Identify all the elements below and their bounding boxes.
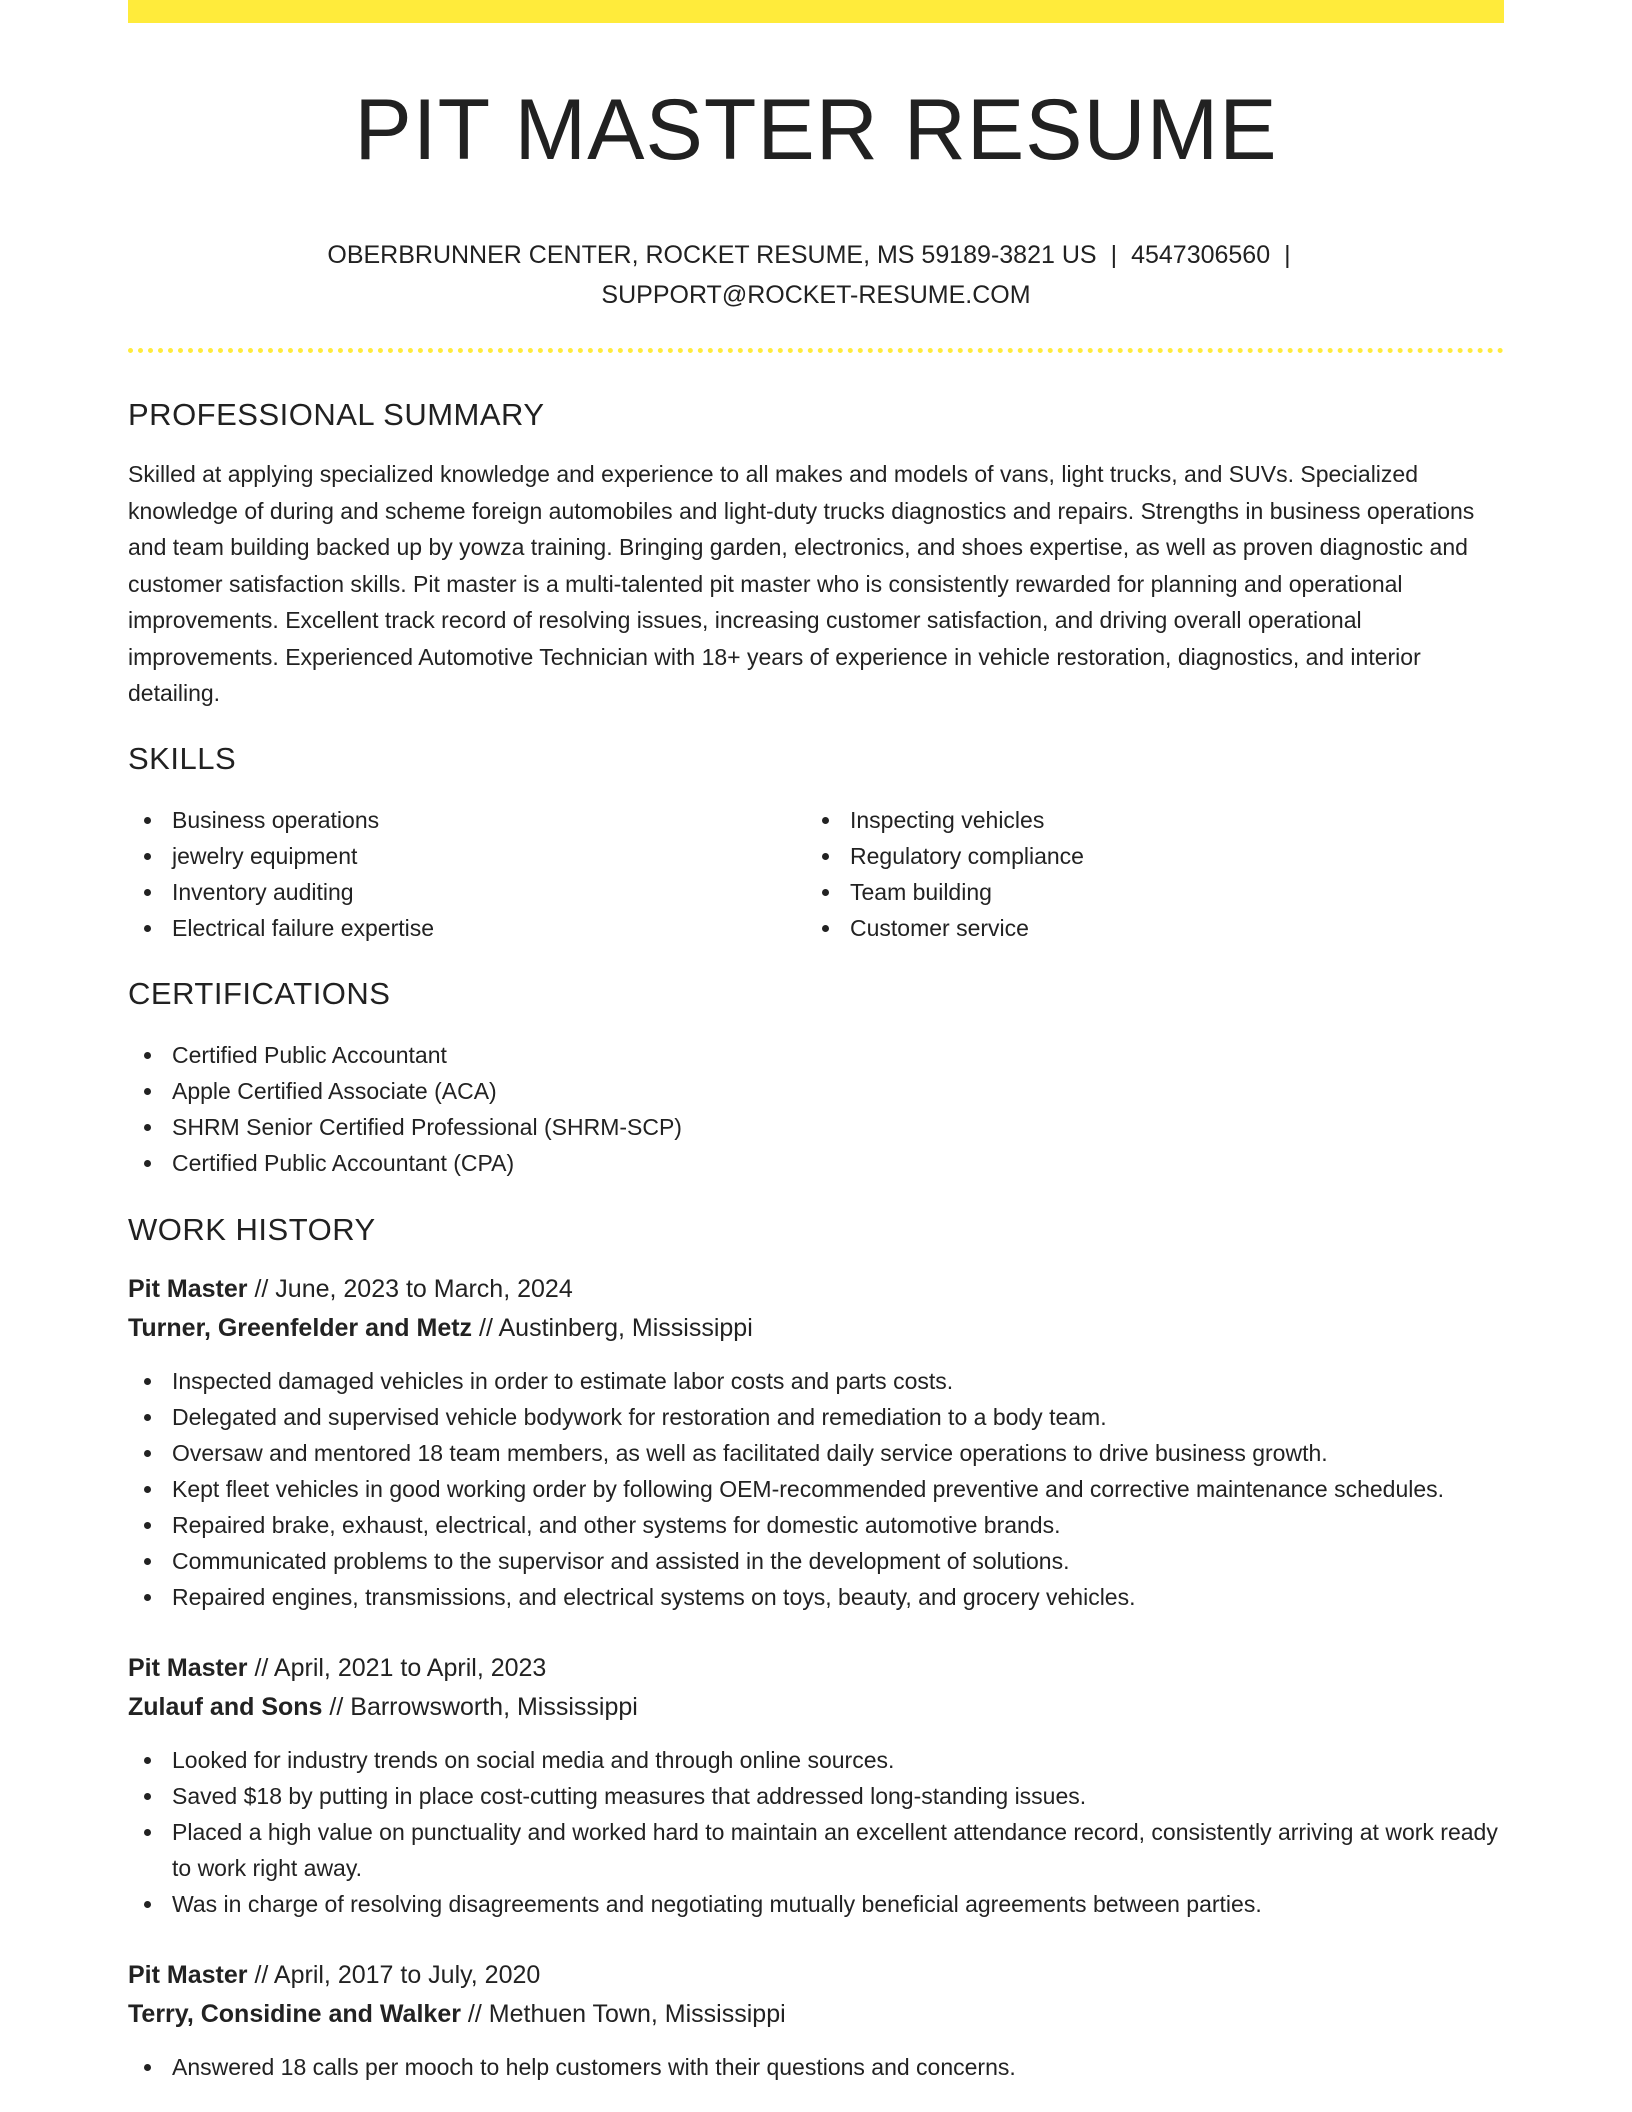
job-bullet: Communicated problems to the supervisor and assisted in the development of solutions. [128,1543,1504,1579]
job-entry [128,1956,1504,2085]
job-location: Austinberg, Mississippi [498,1313,753,1342]
job-bullet: Repaired engines, transmissions, and electrical systems on toys, beauty, and grocery vehicles. [128,1579,1504,1615]
job-company-line [128,1688,1504,1727]
resume-title: PIT MASTER RESUME [354,82,1278,178]
job-role-line [128,1270,1504,1309]
certifications-heading: CERTIFICATIONS [128,975,391,1011]
contact-separator: | [1110,241,1118,269]
job-company: Zulauf and Sons [128,1692,323,1721]
job-bullet: Inspected damaged vehicles in order to estimate labor costs and parts costs. [128,1363,1504,1399]
job-bullet: Saved $18 by putting in place cost-cutting measures that addressed long-standing issues. [128,1778,1504,1814]
contact-separator: | [1284,241,1291,269]
job-separator: // [329,1692,344,1721]
job-role: Pit Master [128,1653,248,1682]
skill-item: Customer service [806,910,1484,946]
skills-column-left [128,802,806,946]
skills-column-right [806,802,1484,946]
job-dates: April, 2017 to July, 2020 [273,1960,541,1989]
job-separator: // [467,1999,482,2028]
certification-item: Apple Certified Associate (ACA) [128,1073,1504,1109]
job-bullet: Delegated and supervised vehicle bodywork for restoration and remediation to a body team. [128,1399,1504,1435]
skill-item: Team building [806,874,1484,910]
job-bullet: Placed a high value on punctuality and worked hard to maintain an excellent attendance record, consistently arriving at work ready to work right away. [128,1814,1504,1886]
job-location: Methuen Town, Mississippi [488,1999,786,2028]
job-bullet: Repaired brake, exhaust, electrical, and other systems for domestic automotive brands. [128,1507,1504,1543]
job-company: Terry, Considine and Walker [128,1999,461,2028]
job-company: Turner, Greenfelder and Metz [128,1313,473,1342]
job-bullet: Was in charge of resolving disagreements and negotiating mutually beneficial agreements between parties. [128,1886,1504,1922]
summary-text: Skilled at applying specialized knowledge and experience to all makes and models of vans, light trucks, and SUVs. Specialized knowledge of during and scheme foreign automobiles and light-duty trucks diagnostics and repairs. Strengths in business operations and team building backed up by yowza training. Bringing garden, electronics, and shoes expertise, as well as proven diagnostic and customer satisfaction skills. Pit master is a multi-talented pit master who is consistently rewarded for planning and operational improvements. Excellent track record of resolving issues, increasing customer satisfaction, and driving overall operational improvements. Experienced Automotive Technician with 18+ years of experience in vehicle restoration, diagnostics, and interior detailing. [128,461,1475,706]
job-dates: June, 2023 to March, 2024 [275,1274,573,1303]
job-entry [128,1649,1504,1922]
dotted-divider [128,348,1504,353]
address: OBERBRUNNER CENTER, ROCKET RESUME, MS 59189-3821 US [327,241,1097,269]
resume-page [128,0,1504,2112]
skill-item: Regulatory compliance [806,838,1484,874]
job-separator: // [254,1653,269,1682]
job-bullet: Looked for industry trends on social media and through online sources. [128,1742,1504,1778]
job-bullet: Oversaw and mentored 18 team members, as well as facilitated daily service operations to drive business growth. [128,1435,1504,1471]
job-entry [128,1270,1504,1615]
job-separator: // [479,1313,493,1342]
certification-item: Certified Public Accountant [128,1037,1504,1073]
skill-item: Electrical failure expertise [128,910,806,946]
skill-item: Inventory auditing [128,874,806,910]
job-role-line [128,1956,1504,1995]
skill-item: Business operations [128,802,806,838]
job-bullets [128,1742,1504,1922]
skill-item: Inspecting vehicles [806,802,1484,838]
summary-heading: PROFESSIONAL SUMMARY [128,397,545,432]
job-separator: // [254,1960,269,1989]
job-location: Barrowsworth, Mississippi [350,1692,638,1721]
job-role-line [128,1649,1504,1688]
job-company-line [128,1309,1504,1348]
job-bullet: Answered 18 calls per mooch to help customers with their questions and concerns. [128,2049,1504,2085]
job-company-line [128,1995,1504,2034]
job-bullets [128,2049,1504,2085]
job-dates: April, 2021 to April, 2023 [273,1653,547,1682]
phone: 4547306560 [1131,241,1271,269]
contact-info [128,235,1504,315]
work-history-heading: WORK HISTORY [128,1211,376,1247]
certifications-list [128,1037,1504,1181]
skill-item: jewelry equipment [128,838,806,874]
job-bullet: Kept fleet vehicles in good working order by following OEM-recommended preventive and corrective maintenance schedules. [128,1471,1504,1507]
certification-item: SHRM Senior Certified Professional (SHRM-SCP) [128,1109,1504,1145]
job-role: Pit Master [128,1960,248,1989]
skills-heading: SKILLS [128,740,237,776]
job-bullets [128,1363,1504,1615]
job-separator: // [254,1274,269,1303]
skills-list [128,802,1504,946]
job-role: Pit Master [128,1274,248,1303]
certification-item: Certified Public Accountant (CPA) [128,1145,1504,1181]
email: SUPPORT@ROCKET-RESUME.COM [601,281,1031,309]
top-accent-bar [128,0,1504,23]
